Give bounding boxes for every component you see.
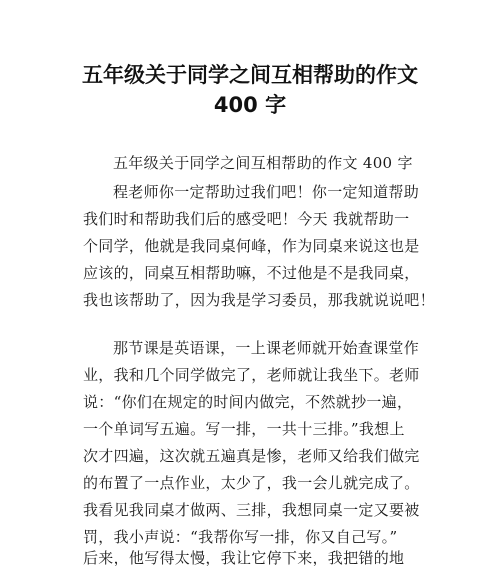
title-line-2: 400 字 (213, 93, 287, 117)
title-line-1: 五年级关于同学之间互相帮助的作文 (82, 63, 418, 87)
paragraph-2-line-1: 那节课是英语课，一上课老师就开始查课堂作 (113, 339, 420, 357)
paragraph-2-line-7: 我看见我同桌才做两、三排，我想同桌一定又要被 (83, 501, 420, 519)
document-title (0, 60, 500, 120)
paragraph-2-line-5: 次才四遍，这次就五遍真是惨，老师又给我们做完 (83, 447, 420, 465)
paragraph-2-line-2: 业，我和几个同学做完了，老师就让我坐下。老师 (83, 366, 420, 384)
paragraph-1-line-3: 我们时和帮助我们后的感受吧！今天 我就帮助一 (83, 210, 410, 228)
paragraph-1-line-1: 五年级关于同学之间互相帮助的作文 400 字 (113, 154, 413, 172)
paragraph-2-line-4: 一个单词写五遍。写一排，一共十三排。”我想上 (83, 420, 405, 438)
paragraph-1-line-5: 应该的，同桌互相帮助嘛，不过他是不是我同桌， (83, 264, 420, 282)
paragraph-2-line-6: 的布置了一点作业，太少了，我一会儿就完成了。 (83, 474, 420, 492)
paragraph-2-line-3: 说：“你们在规定的时间内做完，不然就抄一遍， (83, 393, 413, 411)
paragraph-2-line-9: 后来，他写得太慢，我让它停下来，我把错的地 (83, 549, 405, 566)
paragraph-2-line-8: 罚，我小声说：“我帮你写一排，你又自己写。” (83, 528, 398, 546)
paragraph-1-line-4: 个同学，他就是我同桌何峰，作为同桌来说这也是 (83, 237, 420, 255)
paragraph-1-line-2: 程老师你一定帮助过我们吧！你一定知道帮助 (113, 183, 420, 201)
paragraph-1-line-6: 我也该帮助了，因为我是学习委员，那我就说说吧！ (83, 291, 435, 309)
